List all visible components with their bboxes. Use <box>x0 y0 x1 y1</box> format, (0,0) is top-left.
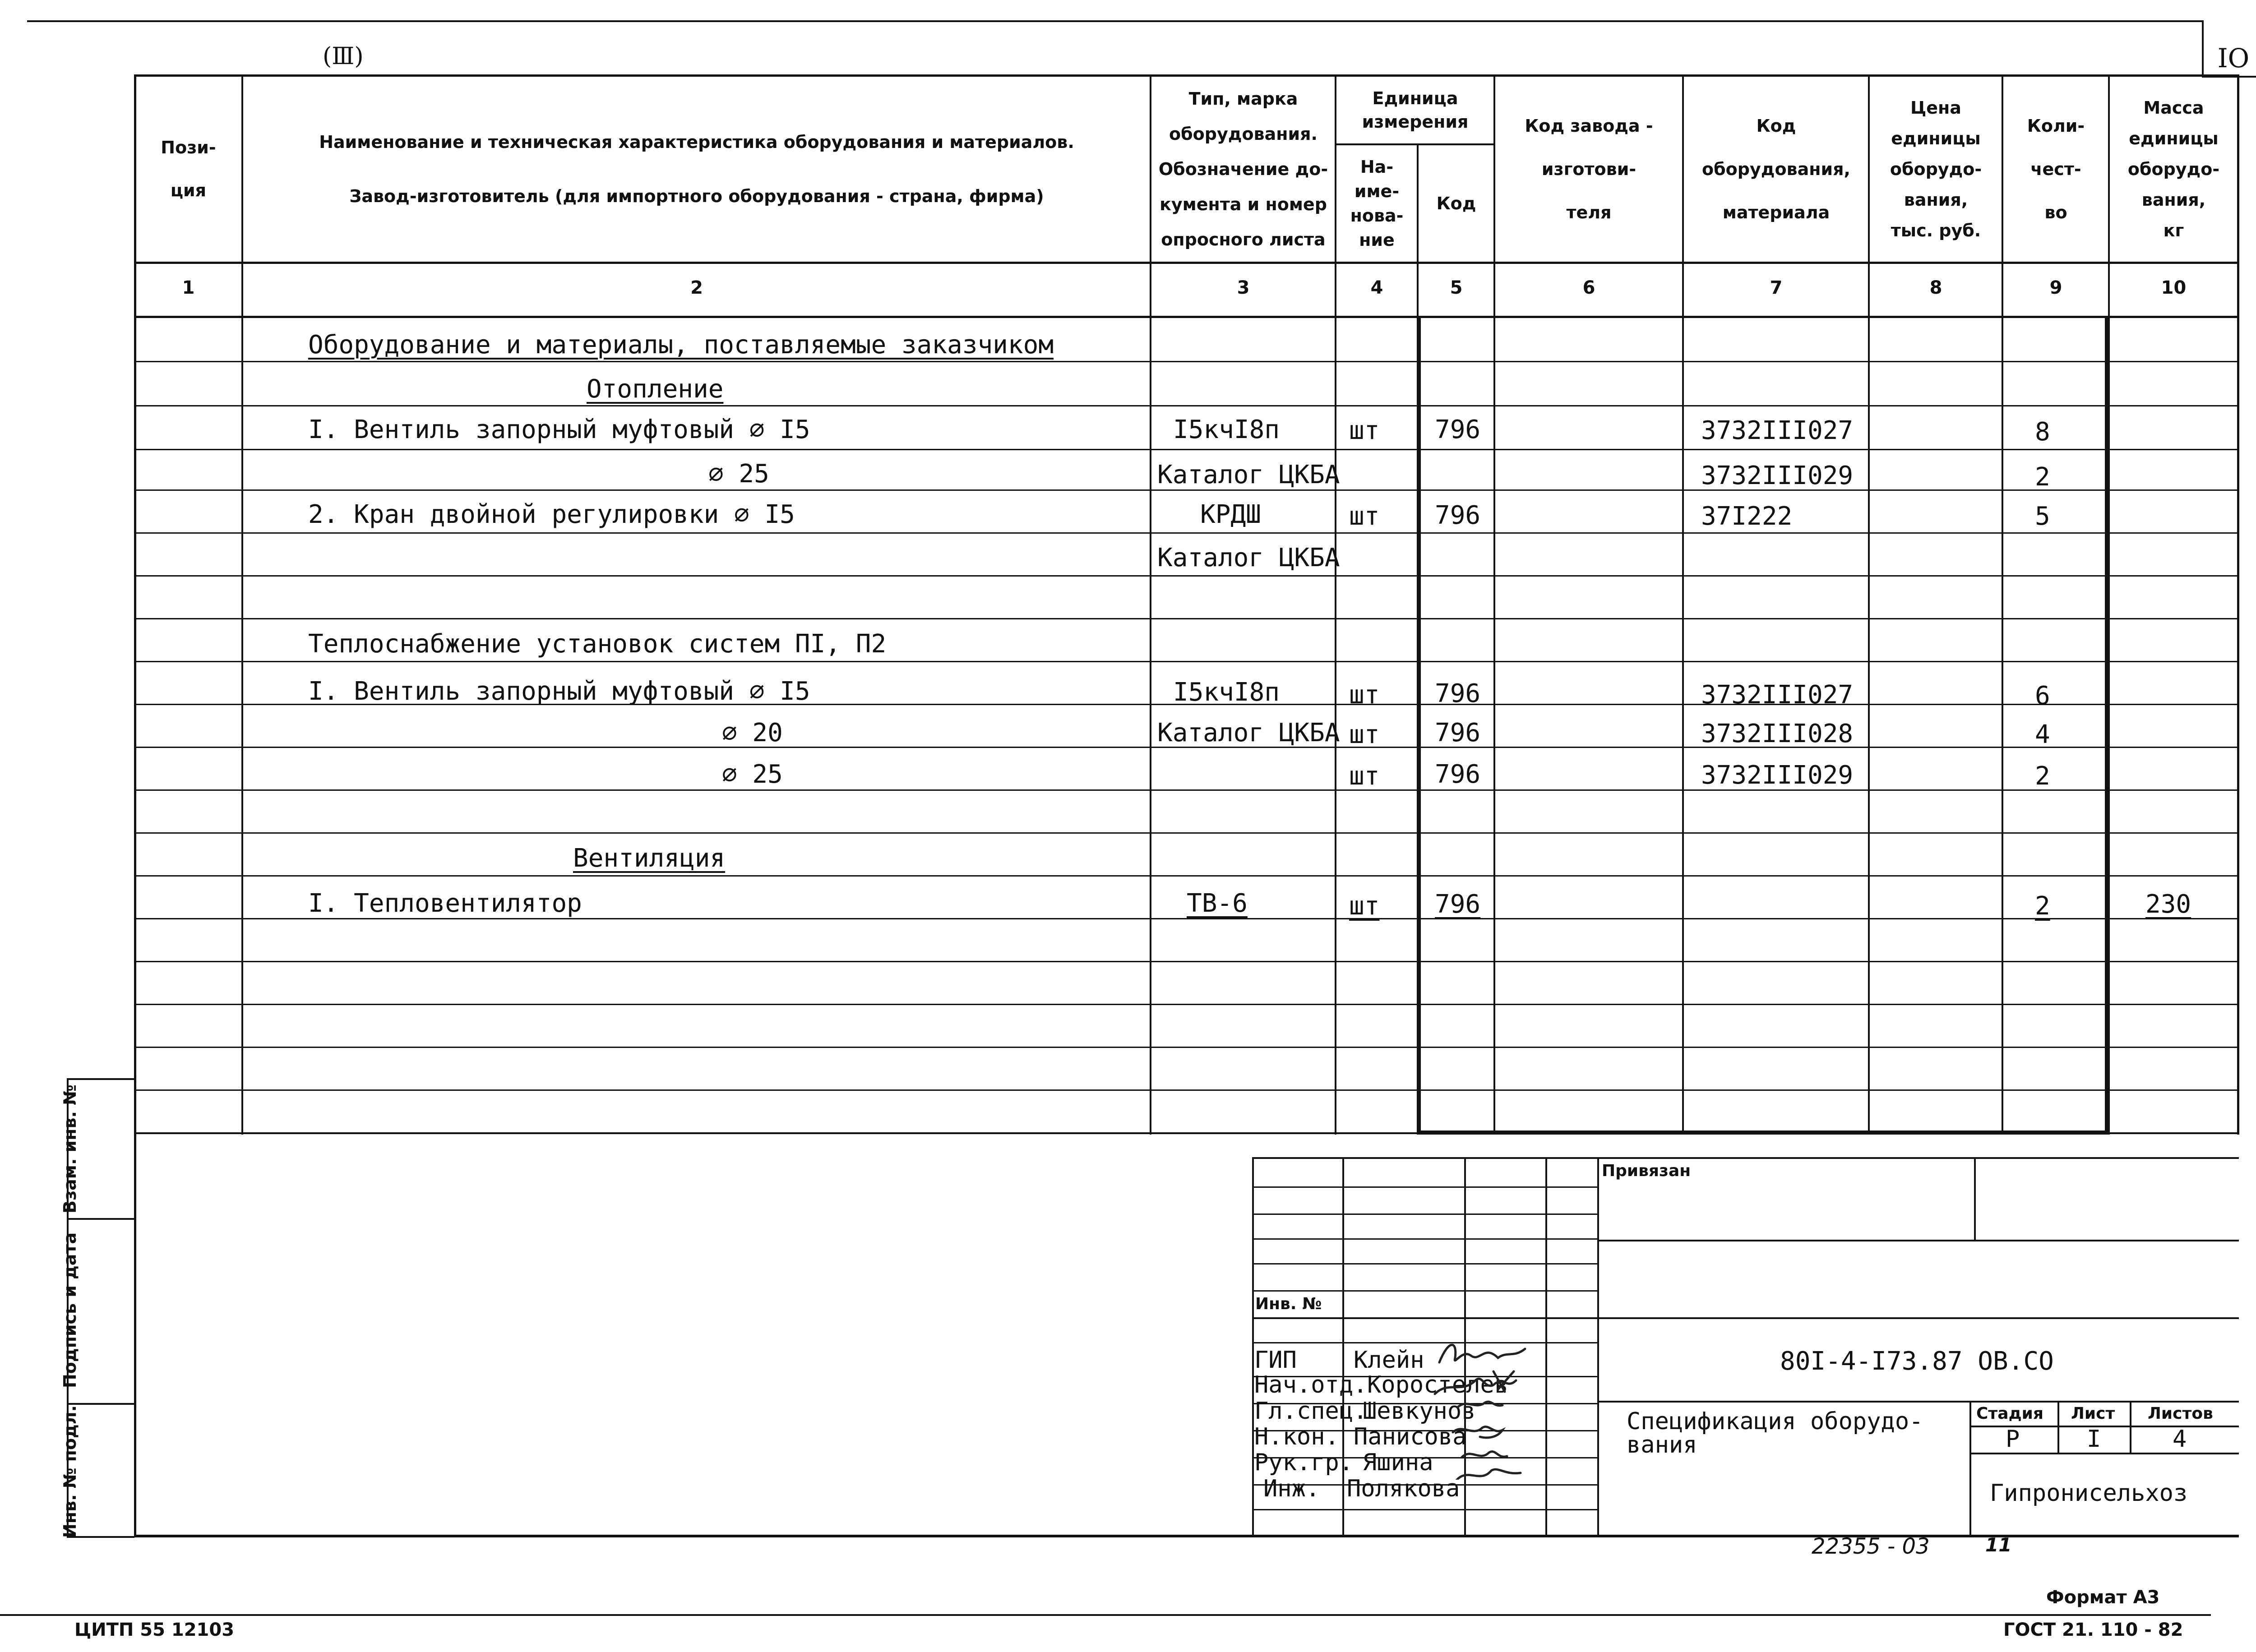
item-type: КРДШ <box>1200 500 1261 529</box>
item-type: ТВ-6 <box>1187 889 1248 918</box>
item-quantity: 2 <box>2035 891 2050 921</box>
item-type: Каталог ЦКБА <box>1157 460 1340 489</box>
sheet-marker: (Ⅲ) <box>323 43 364 70</box>
handwritten-number: 22355 - 03 <box>1812 1534 1930 1559</box>
item-equipment-code: 3732III029 <box>1701 761 1854 790</box>
item-name: ∅ 25 <box>722 760 783 789</box>
header-factory-code: Код завода - изготови- теля <box>1525 116 1653 222</box>
item-equipment-code: 37I222 <box>1701 502 1793 531</box>
col-number: 3 <box>1237 277 1250 298</box>
item-quantity: 5 <box>2035 502 2050 531</box>
header-unit-name: На- име- нова- ние <box>1350 157 1404 250</box>
item-name: ∅ 20 <box>722 718 783 748</box>
side-label-signature-date: Подпись и дата <box>60 1232 80 1388</box>
col-number: 7 <box>1770 277 1783 298</box>
document-code: 80I-4-I73.87 ОВ.СО <box>1780 1347 2054 1376</box>
item-equipment-code: 3732III028 <box>1701 719 1854 748</box>
role-label: ГИП <box>1254 1347 1297 1374</box>
item-quantity: 6 <box>2035 681 2050 711</box>
item-unit-code: 796 <box>1435 415 1481 444</box>
section-heading: Теплоснабжение установок систем ПI, П2 <box>308 629 887 659</box>
item-unit: шт <box>1349 416 1380 445</box>
stage-label: Стадия <box>1976 1404 2043 1423</box>
side-label-inv-podl: Инв. № подл. <box>60 1405 80 1538</box>
person-name: Шевкунов <box>1363 1398 1476 1425</box>
item-unit-code: 796 <box>1435 501 1481 530</box>
item-name: 2. Кран двойной регулировки ∅ I5 <box>308 500 795 529</box>
bottom-left-code: ЦИТП 55 12103 <box>74 1620 235 1640</box>
col-number: 1 <box>182 277 195 298</box>
stage-value: Р <box>2006 1426 2020 1453</box>
header-equipment-code: Код оборудования, материала <box>1702 116 1850 222</box>
section-heading: Вентиляция <box>573 844 726 873</box>
format-label: Формат А3 <box>2046 1587 2160 1608</box>
item-name: I. Вентиль запорный муфтовый ∅ I5 <box>308 415 810 444</box>
item-unit: шт <box>1349 502 1380 531</box>
person-name: Панисова <box>1354 1423 1467 1450</box>
item-equipment-code: 3732III027 <box>1701 680 1854 710</box>
person-name: Яшина <box>1363 1449 1433 1476</box>
header-quantity: Коли- чест- во <box>2027 116 2085 222</box>
col-number: 9 <box>2049 277 2062 298</box>
handwritten-number-2: 11 <box>1985 1534 2012 1556</box>
header-mass: Масса единицы оборудо- вания, кг <box>2127 98 2220 240</box>
item-unit: шт <box>1349 761 1380 791</box>
sheet-value: I <box>2087 1426 2101 1453</box>
document-title: Спецификация оборудо- вания <box>1627 1408 1923 1458</box>
item-equipment-code: 3732III027 <box>1701 416 1854 445</box>
col-number: 4 <box>1370 277 1383 298</box>
item-name: I. Тепловентилятор <box>308 889 582 918</box>
item-quantity: 2 <box>2035 761 2050 791</box>
page-number: IO <box>2217 43 2250 74</box>
col-number: 8 <box>1929 277 1942 298</box>
header-price: Цена единицы оборудо- вания, тыс. руб. <box>1890 98 1982 240</box>
sheet-label: Лист <box>2071 1404 2115 1423</box>
organization-name: Гипронисельхоз <box>1990 1480 2188 1507</box>
person-name: Коростелев <box>1367 1371 1509 1398</box>
item-unit-code: 796 <box>1435 760 1481 789</box>
col-number: 6 <box>1582 277 1595 298</box>
item-equipment-code: 3732III029 <box>1701 461 1854 490</box>
item-type: I5кчI8п <box>1173 678 1280 707</box>
item-quantity: 2 <box>2035 462 2050 492</box>
item-unit-code: 796 <box>1435 718 1481 748</box>
role-label: Инж. <box>1263 1475 1320 1502</box>
section-heading: Оборудование и материалы, поставляемые заказчиком <box>308 330 1054 360</box>
item-unit-code: 796 <box>1435 679 1481 708</box>
sheets-value: 4 <box>2173 1426 2187 1453</box>
item-type: I5кчI8п <box>1173 415 1280 444</box>
item-name: I. Вентиль запорный муфтовый ∅ I5 <box>308 677 810 706</box>
col-number: 5 <box>1450 277 1463 298</box>
header-name: Наименование и техническая характеристика оборудования и материалов. Завод-изготовитель (для импортного оборудования - страна, фирма) <box>319 132 1074 206</box>
privyazan-label: Привязан <box>1602 1162 1691 1180</box>
item-name: ∅ 25 <box>708 459 769 489</box>
item-mass: 230 <box>2145 890 2191 919</box>
item-type: Каталог ЦКБА <box>1157 718 1340 748</box>
item-type: Каталог ЦКБА <box>1157 543 1340 572</box>
role-label: Рук.гр. <box>1254 1449 1354 1476</box>
item-unit: шт <box>1349 891 1380 921</box>
gost-label: ГОСТ 21. 110 - 82 <box>2003 1620 2183 1640</box>
item-quantity: 4 <box>2035 720 2050 749</box>
section-heading: Отопление <box>587 374 724 404</box>
role-label: Нач.отд. <box>1254 1371 1368 1398</box>
item-unit: шт <box>1349 680 1380 710</box>
col-number: 2 <box>690 277 703 298</box>
item-unit-code: 796 <box>1435 890 1481 919</box>
header-unit-code: Код <box>1436 194 1476 213</box>
header-type: Тип, марка оборудования. Обозначение до- кумента и номер опросного листа <box>1158 89 1328 249</box>
header-position: Пози- ция <box>161 138 216 200</box>
item-unit: шт <box>1349 720 1380 749</box>
person-name: Полякова <box>1347 1475 1460 1502</box>
item-quantity: 8 <box>2035 417 2050 447</box>
inv-number-label: Инв. № <box>1255 1295 1322 1313</box>
col-number: 10 <box>2161 277 2187 298</box>
signature-icon <box>1430 1331 1561 1480</box>
header-unit: Единица измерения <box>1362 88 1469 132</box>
sheets-label: Листов <box>2148 1404 2213 1423</box>
person-name: Клейн <box>1354 1347 1424 1374</box>
role-label: Гл.спец. <box>1254 1398 1368 1425</box>
role-label: Н.кон. <box>1254 1423 1339 1450</box>
side-label-vzam-inv: Взам. инв. № <box>60 1084 80 1214</box>
